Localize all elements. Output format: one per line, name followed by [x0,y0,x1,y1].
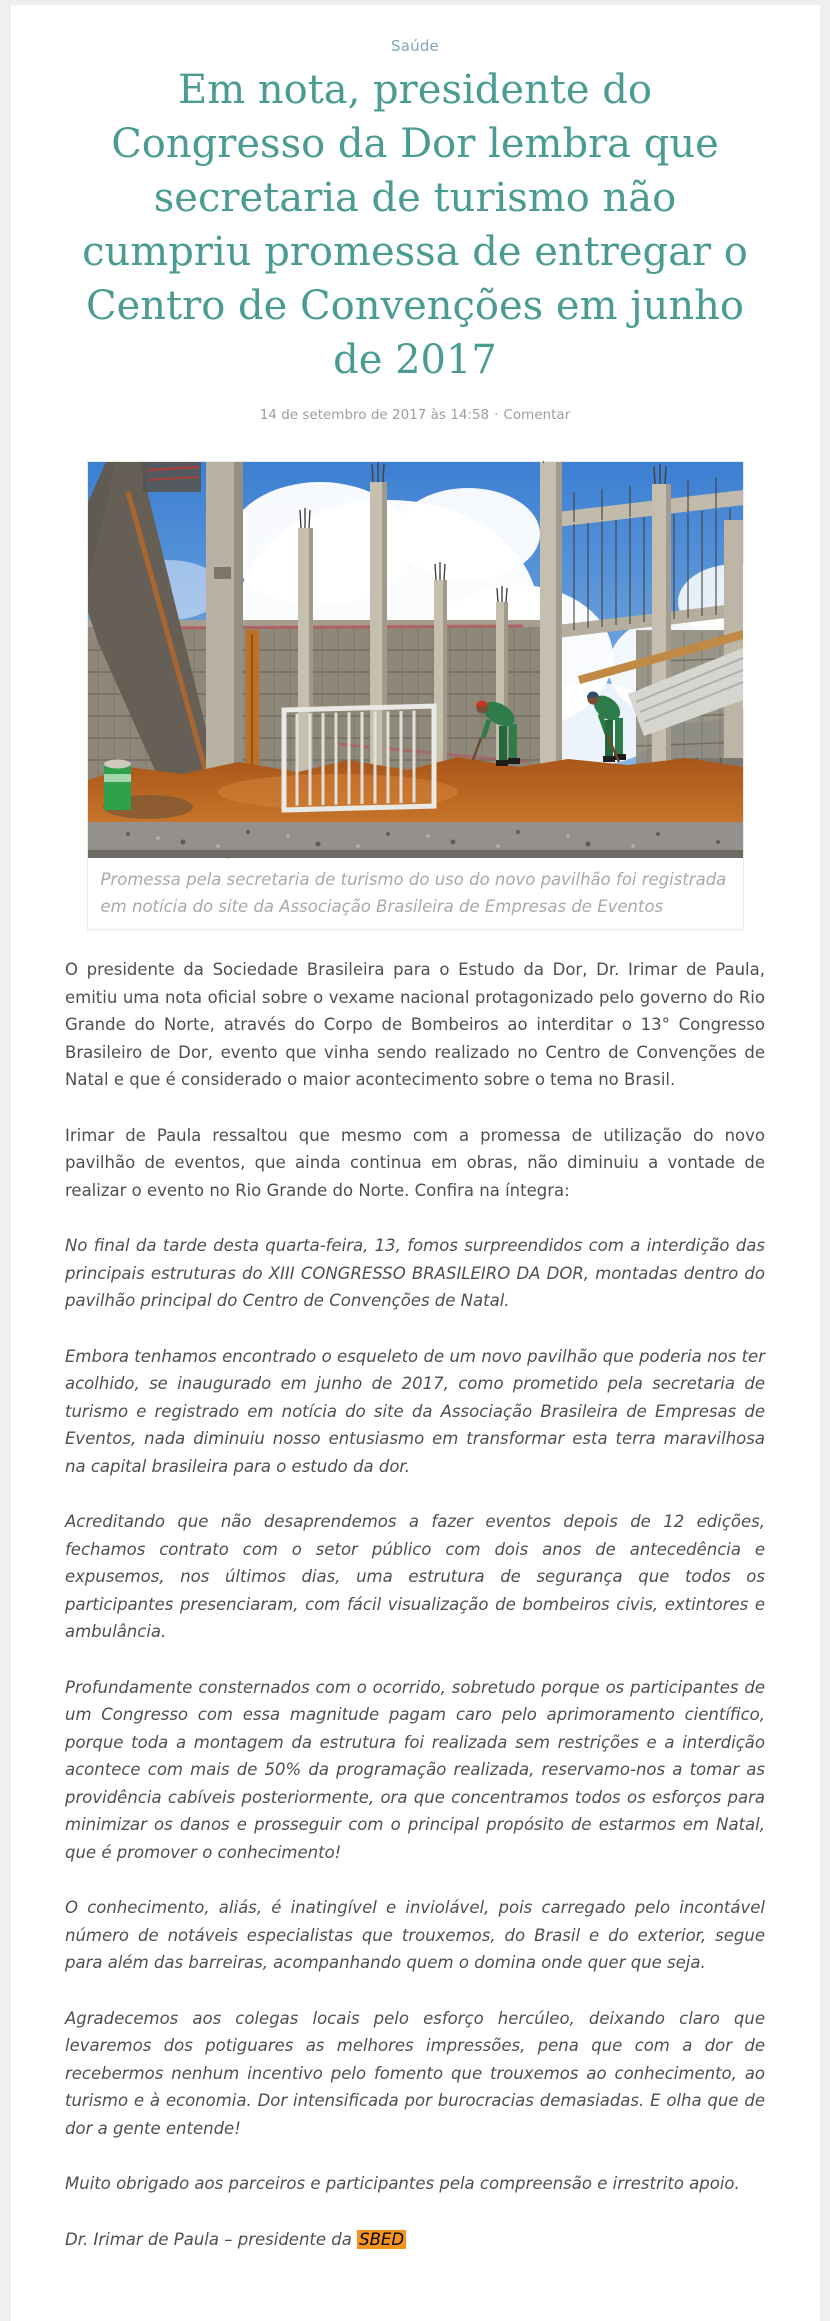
comment-link[interactable]: Comentar [503,407,571,423]
article-paragraph: O presidente da Sociedade Brasileira para o Estudo da Dor, Dr. Irimar de Paula, emitiu uma nota oficial sobre o vexame nacional protagonizado pelo governo do Rio Grande do Norte, através do Corpo de Bombeiros ao interditar o 13° Congresso Brasileiro de Dor, evento que vinha sendo realizado no Centro de Convenções de Natal e que é considerado o maior acontecimento sobre o tema no Brasil. [65,960,765,1089]
article-paragraph: O conhecimento, aliás, é inatingível e inviolável, pois carregado pelo incontável número de notáveis especialistas que trouxemos, do Brasil e do exterior, segue para além das barreiras, acompanhando quem o domina onde quer que seja. [65,1898,765,1972]
figure-caption: Promessa pela secretaria de turismo do uso do novo pavilhão foi registrada em notícia do site da Associação Brasileira de Empresas de Eventos [100,870,727,916]
meta-separator: · [494,407,499,423]
article-content [65,5,765,2321]
publish-date: 14 de setembro de 2017 às 14:58 [259,407,490,423]
page-viewport [0,5,830,2249]
article-paragraph: No final da tarde desta quarta-feira, 13, fomos surpreendidos com a interdição das principais estruturas do XIII CONGRESSO BRASILEIRO DA DOR, montadas dentro do pavilhão principal do Centro de Convenções de Natal. [65,1236,765,1310]
category-link[interactable]: Saúde [391,37,439,55]
article-paragraph: Agradecemos aos colegas locais pelo esforço hercúleo, deixando claro que levaremos dos potiguares as melhores impressões, pena que com a dor de recebermos nenhum incentivo pelo fomento que trouxemos ao conhecimento, ao turismo e à economia. Dor intensificada por burocracias demasiadas. E olha que de dor a gente entende! [65,2008,765,2138]
article-header [65,37,765,425]
article-body [65,956,765,2321]
article-paragraph: Dr. Irimar de Paula – presidente da SBED [65,2229,405,2249]
gravel [88,822,743,858]
article-paragraph: Embora tenhamos encontrado o esqueleto de um novo pavilhão que poderia nos ter acolhido, se inaugurado em junho de 2017, como prometido pela secretaria de turismo e registrado em notícia do site da Associação Brasileira de Empresas de Eventos, nada diminuiu nosso entusiasmo em transformar esta terra maravilhosa na capital brasileira para o estudo da dor. [65,1346,765,1476]
article-paragraph: Irimar de Paula ressaltou que mesmo com a promessa de utilização do novo pavilhão de eventos, que ainda continua em obras, não diminuiu a vontade de realizar o evento no Rio Grande do Norte. Confira na íntegra: [65,1125,765,1200]
article-paragraph: Muito obrigado aos parceiros e participantes pela compreensão e irrestrito apoio. [65,2174,740,2193]
construction-site-photo [88,462,743,858]
green-bucket [104,760,131,811]
article-meta [65,405,765,425]
article-paragraph: Acreditando que não desaprendemos a fazer eventos depois de 12 edições, fechamos contrato com o setor público com dois anos de antecedência e expusemos, nos últimos dias, uma estrutura de segurança que todos os participantes presenciaram, com fácil visualização de bombeiros civis, extintores e ambulância. [65,1512,765,1641]
article-card [11,5,820,2321]
construction-photo-graphic [88,462,743,858]
page-title: Em nota, presidente do Congresso da Dor lembra que secretaria de turismo não cumpriu promessa de entregar o Centro de Convenções em junho de 2017 [82,67,748,383]
article-figure [87,461,744,930]
highlighted-text: SBED [359,2229,405,2249]
article-paragraph: Profundamente consternados com o ocorrido, sobretudo porque os participantes de um Congresso com essa magnitude pagam caro pelo aprimoramento científico, porque toda a montagem da estrutura foi realizada sem restrições e a interdição acontece com mais de 50% da programação realizada, reservamo-nos a tomar as providência cabíveis posteriormente, ora que concentramos todos os esforços para minimizar os danos e prosseguir com o principal propósito de estarmos em Natal, que é promover o conhecimento! [65,1677,765,1862]
